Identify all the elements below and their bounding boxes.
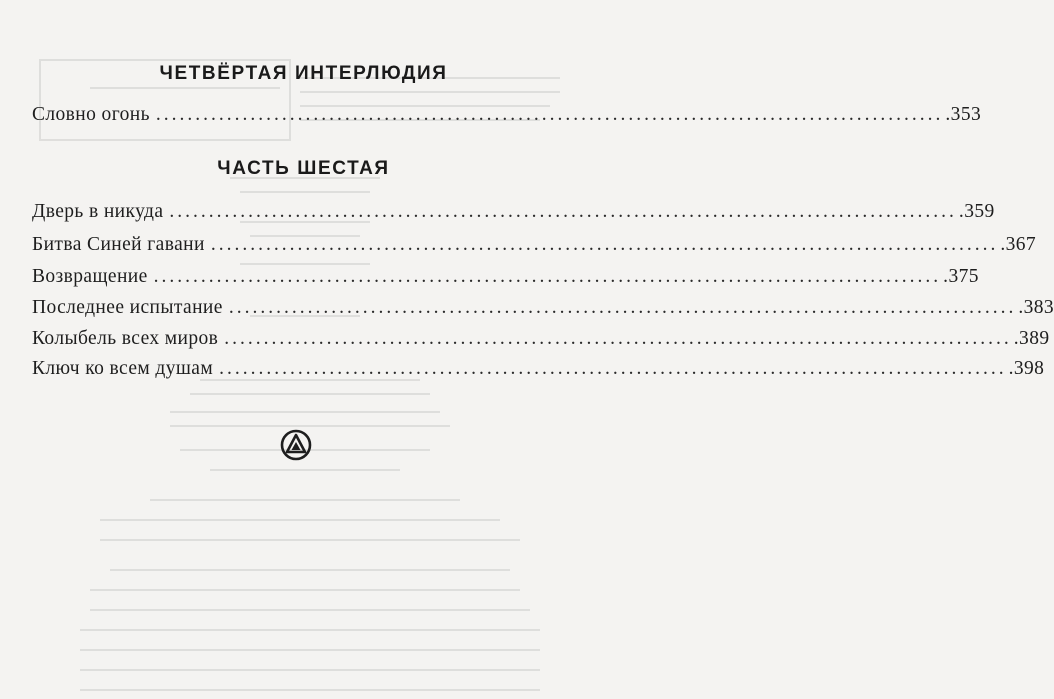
toc-entry-page: .398 bbox=[1008, 358, 1045, 379]
leader-dots: .................................................................................................... bbox=[224, 328, 1012, 349]
publisher-logo-icon bbox=[280, 429, 312, 461]
toc-entry[interactable] bbox=[32, 266, 979, 292]
leader-dots: .................................................................................................... bbox=[210, 234, 999, 255]
toc-entry-title: Словно огонь bbox=[32, 104, 150, 125]
toc-entry-title: Возвращение bbox=[32, 266, 148, 287]
leader-dots: .................................................................................................... bbox=[228, 297, 1017, 318]
toc-entry[interactable] bbox=[32, 234, 1037, 260]
toc-entry[interactable] bbox=[32, 297, 1054, 323]
toc-entry[interactable] bbox=[32, 201, 995, 227]
leader-dots: .................................................................................................... bbox=[169, 201, 957, 222]
toc-entry-title: Дверь в никуда bbox=[32, 201, 164, 222]
leader-dots: .................................................................................................... bbox=[219, 358, 1007, 379]
toc-entry[interactable] bbox=[32, 104, 982, 130]
toc-entry-page: .359 bbox=[958, 201, 995, 222]
toc-entry-page: .367 bbox=[1000, 234, 1037, 255]
toc-entry-page: .389 bbox=[1013, 328, 1050, 349]
leader-dots: .................................................................................................... bbox=[155, 104, 944, 125]
toc-entry-title: Ключ ко всем душам bbox=[32, 358, 214, 379]
toc-entry-page: .375 bbox=[943, 266, 979, 287]
toc-entry-title: Последнее испытание bbox=[32, 297, 223, 318]
toc-entry-title: Колыбель всех миров bbox=[32, 328, 219, 349]
section-title-fourth-interlude: ЧЕТВЁРТАЯ ИНТЕРЛЮДИЯ bbox=[159, 63, 448, 84]
toc-entry-page: .353 bbox=[945, 104, 982, 125]
toc-entry[interactable] bbox=[32, 358, 1045, 384]
toc-entry-title: Битва Синей гавани bbox=[32, 234, 205, 255]
toc-entry[interactable] bbox=[32, 328, 1050, 354]
section-title-part-six: ЧАСТЬ ШЕСТАЯ bbox=[217, 158, 390, 179]
leader-dots: .................................................................................................... bbox=[153, 266, 942, 287]
toc-entry-page: .383 bbox=[1018, 297, 1054, 318]
